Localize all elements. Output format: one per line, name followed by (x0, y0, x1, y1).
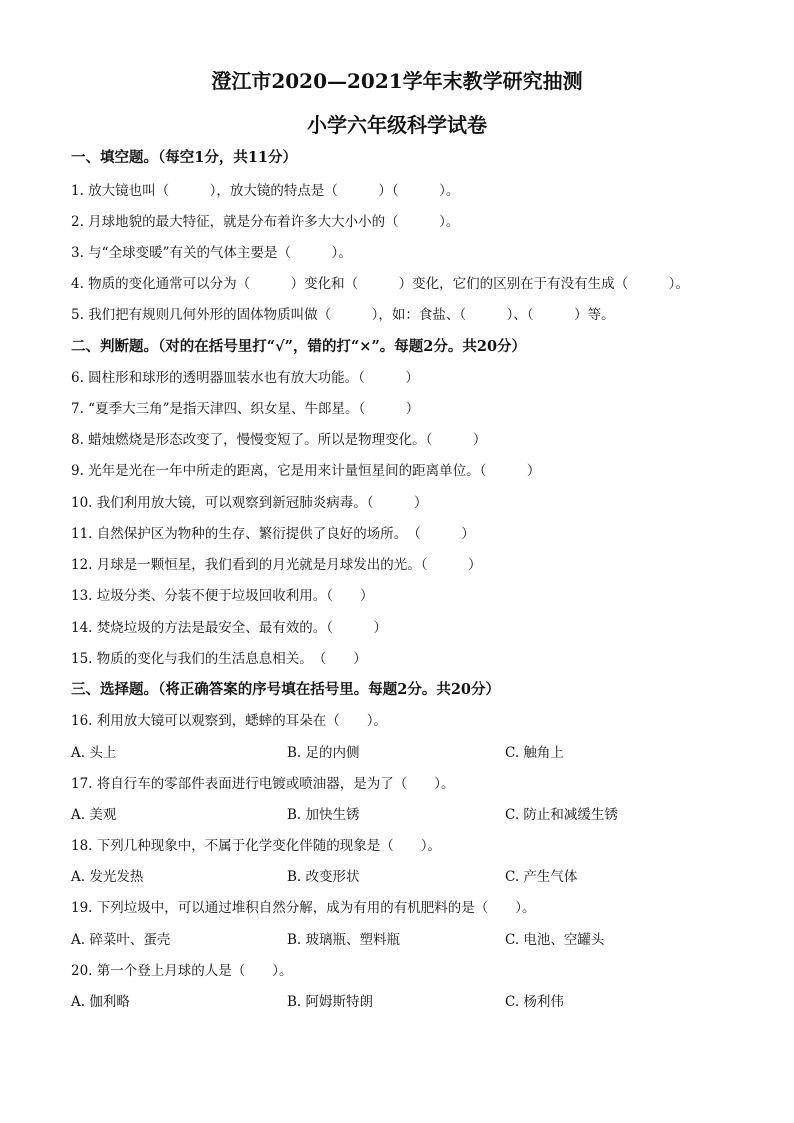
question-20-option-c: C. 杨利伟 (505, 994, 564, 1010)
question-3: 3. 与“全球变暖”有关的气体主要是（ ）。 (71, 245, 352, 261)
question-1: 1. 放大镜也叫（ ），放大镜的特点是（ ）（ ）。 (71, 183, 460, 199)
page-subtitle: 小学六年级科学试卷 (307, 113, 487, 137)
question-19-option-a: A. 碎菜叶、蛋壳 (71, 932, 171, 948)
question-13: 13. 垃圾分类、分装不便于垃圾回收利用。（ ） (71, 588, 374, 604)
question-16-option-b: B. 足的内侧 (287, 745, 360, 761)
section-heading-multiple-choice: 三、选择题。（将正确答案的序号填在括号里。每题2分。共20分） (71, 681, 501, 698)
question-11: 11. 自然保护区为物种的生存、繁衍提供了良好的场所。 （ ） (71, 526, 475, 542)
question-12: 12. 月球是一颗恒星，我们看到的月光就是月球发出的光。（ ） (71, 557, 482, 573)
question-17: 17. 将自行车的零部件表面进行电镀或喷油器，是为了（ ）。 (71, 776, 455, 792)
question-18-option-c: C. 产生气体 (505, 869, 578, 885)
question-6: 6. 圆柱形和球形的透明器皿装水也有放大功能。（ ） (71, 370, 419, 386)
question-19: 19. 下列垃圾中，可以通过堆积自然分解，成为有用的有机肥料的是（ ）。 (71, 900, 536, 916)
question-20-option-b: B. 阿姆斯特朗 (287, 994, 374, 1010)
question-17-option-c: C. 防止和减缓生锈 (505, 807, 618, 823)
question-20: 20. 第一个登上月球的人是（ ）。 (71, 963, 293, 979)
question-14: 14. 焚烧垃圾的方法是最安全、最有效的。（ ） (71, 620, 388, 636)
question-9: 9. 光年是光在一年中所走的距离，它是用来计量恒星间的距离单位。（ ） (71, 463, 541, 479)
question-10: 10. 我们利用放大镜，可以观察到新冠肺炎病毒。（ ） (71, 495, 428, 511)
section-heading-fill-in: 一、填空题。（每空1分，共11分） (71, 149, 298, 166)
question-16-option-c: C. 触角上 (505, 745, 564, 761)
question-16: 16. 利用放大镜可以观察到，蟋蟀的耳朵在（ ）。 (71, 713, 388, 729)
question-17-option-a: A. 美观 (71, 807, 117, 823)
question-17-option-b: B. 加快生锈 (287, 807, 360, 823)
section-heading-true-false: 二、判断题。（对的在括号里打“√”，错的打“×”。每题2分。共20分） (71, 338, 527, 355)
question-16-option-a: A. 头上 (71, 745, 117, 761)
question-20-option-a: A. 伽利略 (71, 994, 130, 1010)
question-8: 8. 蜡烛燃烧是形态改变了，慢慢变短了。所以是物理变化。（ ） (71, 432, 487, 448)
question-2: 2. 月球地貌的最大特征，就是分布着许多大大小小的（ ）。 (71, 214, 460, 230)
question-5: 5. 我们把有规则几何外形的固体物质叫做（ ），如：食盐、（ ）、（ ）等。 (71, 307, 615, 323)
question-18-option-a: A. 发光发热 (71, 869, 144, 885)
question-19-option-b: B. 玻璃瓶、塑料瓶 (287, 932, 401, 948)
question-7: 7. “夏季大三角”是指天津四、织女星、牛郎星。（ ） (71, 401, 420, 417)
question-18: 18. 下列几种现象中，不属于化学变化伴随的现象是（ ）。 (71, 838, 442, 854)
question-18-option-b: B. 改变形状 (287, 869, 360, 885)
question-19-option-c: C. 电池、空罐头 (505, 932, 605, 948)
question-15: 15. 物质的变化与我们的生活息息相关。 （ ） (71, 651, 367, 667)
question-4: 4. 物质的变化通常可以分为（ ）变化和（ ）变化，它们的区别在于有没有生成（ ）。 (71, 276, 689, 292)
page-title: 澄江市2020—2021学年末教学研究抽测 (211, 69, 583, 93)
